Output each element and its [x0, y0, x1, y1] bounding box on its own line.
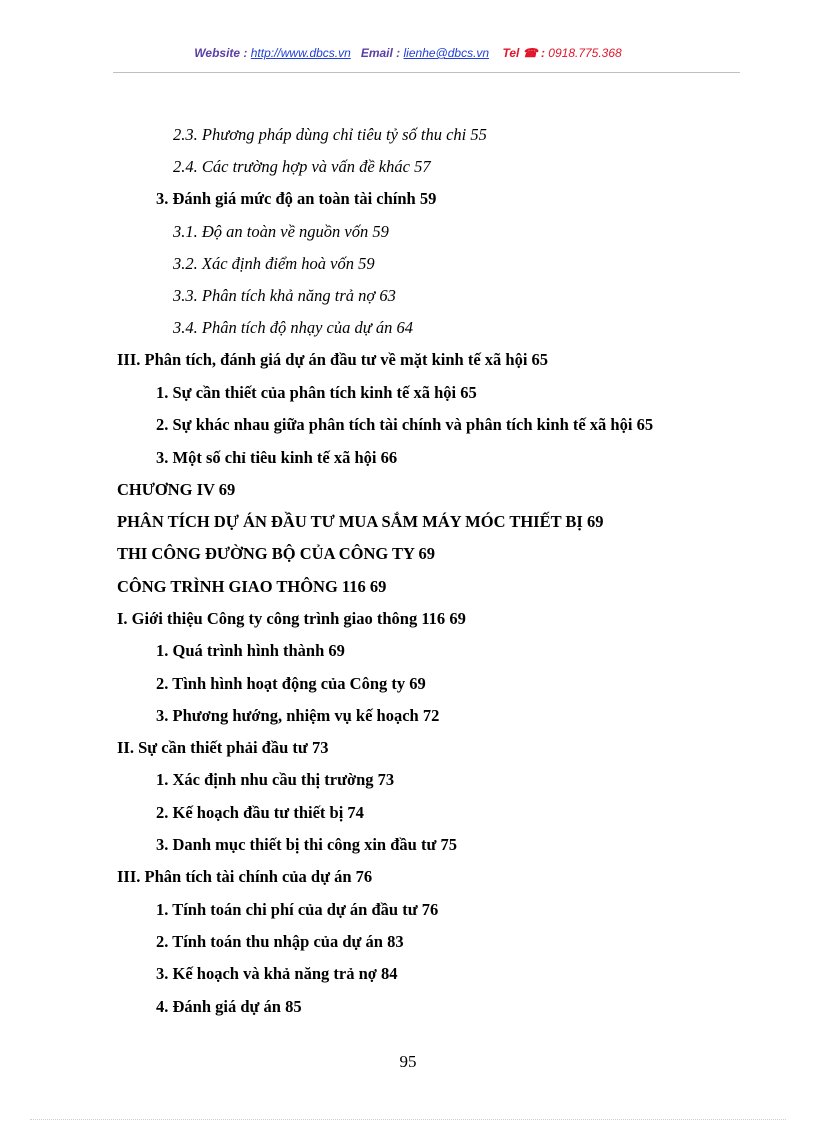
toc-page-number: 69: [218, 480, 236, 499]
toc-entry: 2.4. Các trường hợp và vấn đề khác 57: [173, 157, 431, 176]
toc-page-number: 64: [396, 318, 413, 337]
toc-page-number: 75: [440, 835, 457, 854]
toc-page-number: 59: [358, 254, 375, 273]
toc-page-number: 83: [387, 932, 404, 951]
toc-entry: 3.4. Phân tích độ nhạy của dự án 64: [173, 318, 413, 337]
toc-entry: 3. Danh mục thiết bị thi công xin đầu tư 75: [156, 835, 457, 854]
toc-entry: 2.3. Phương pháp dùng chỉ tiêu tỷ số thu chi 55: [173, 125, 487, 144]
tel-number: 0918.775.368: [548, 46, 622, 60]
toc-page-number: 73: [377, 770, 395, 789]
toc-page-number: 65: [531, 350, 549, 369]
toc-page-number: 69: [586, 512, 604, 531]
page-header: [0, 46, 816, 60]
toc-entry: THI CÔNG ĐƯỜNG BỘ CỦA CÔNG TY 69: [117, 544, 435, 563]
toc-page-number: 73: [311, 738, 329, 757]
website-label: Website :: [194, 46, 248, 60]
toc-page-number: 69: [449, 609, 466, 628]
toc-entry: 2. Sự khác nhau giữa phân tích tài chính và phân tích kinh tế xã hội 65: [156, 415, 654, 434]
toc-entry: III. Phân tích tài chính của dự án 76: [117, 867, 373, 886]
toc-page-number: 72: [422, 706, 440, 725]
toc-page-number: 69: [409, 674, 426, 693]
toc-entry: II. Sự cần thiết phải đầu tư 73: [117, 738, 329, 757]
toc-entry: III. Phân tích, đánh giá dự án đầu tư về mặt kinh tế xã hội 65: [117, 350, 549, 369]
toc-page-number: 74: [347, 803, 364, 822]
toc-page-number: 69: [418, 544, 435, 563]
toc-entry: 3. Đánh giá mức độ an toàn tài chính 59: [156, 189, 437, 208]
toc-entry: 2. Tình hình hoạt động của Công ty 69: [156, 674, 426, 693]
header-divider: [113, 72, 740, 73]
toc-page-number: 66: [380, 448, 398, 467]
toc-page-number: 59: [419, 189, 437, 208]
toc-page-number: 55: [470, 125, 487, 144]
toc-entry: 3.1. Độ an toàn về nguồn vốn 59: [173, 222, 389, 241]
toc-entry: 1. Quá trình hình thành 69: [156, 641, 345, 660]
toc-entry: I. Giới thiệu Công ty công trình giao thông 116 69: [117, 609, 466, 628]
website-link[interactable]: http://www.dbcs.vn: [250, 46, 351, 60]
footer-divider: [30, 1119, 786, 1120]
toc-entry: 3. Kế hoạch và khả năng trả nợ 84: [156, 964, 398, 983]
toc-entry: 3. Một số chỉ tiêu kinh tế xã hội 66: [156, 448, 398, 467]
toc-entry: 3. Phương hướng, nhiệm vụ kế hoạch 72: [156, 706, 440, 725]
toc-page-number: 65: [460, 383, 477, 402]
toc-page-number: 65: [636, 415, 654, 434]
toc-page-number: 59: [372, 222, 389, 241]
toc-page-number: 63: [379, 286, 396, 305]
toc-entry: 3.2. Xác định điểm hoà vốn 59: [173, 254, 375, 273]
toc-entry: 1. Xác định nhu cầu thị trường 73: [156, 770, 395, 789]
toc-page-number: 85: [285, 997, 302, 1016]
email-label: Email :: [360, 46, 401, 60]
toc-entry: 1. Sự cần thiết của phân tích kinh tế xã hội 65: [156, 383, 477, 402]
email-link[interactable]: lienhe@dbcs.vn: [403, 46, 490, 60]
toc-entry: 4. Đánh giá dự án 85: [156, 997, 302, 1016]
toc-entry: 2. Tính toán thu nhập của dự án 83: [156, 932, 404, 951]
toc-entry: CHƯƠNG IV 69: [117, 480, 236, 499]
toc-entry: CÔNG TRÌNH GIAO THÔNG 116 69: [117, 577, 387, 596]
page-number: 95: [399, 1052, 417, 1071]
toc-page-number: 84: [381, 964, 398, 983]
toc-entry: 1. Tính toán chi phí của dự án đầu tư 76: [156, 900, 439, 919]
toc-page-number: 69: [328, 641, 345, 660]
toc-entry: PHÂN TÍCH DỰ ÁN ĐẦU TƯ MUA SẮM MÁY MÓC THIẾT BỊ 69: [117, 512, 604, 531]
tel-label: Tel ☎ :: [502, 46, 545, 60]
toc-page-number: 57: [414, 157, 431, 176]
toc-entry: 2. Kế hoạch đầu tư thiết bị 74: [156, 803, 364, 822]
toc-page-number: 69: [369, 577, 387, 596]
toc-page-number: 76: [421, 900, 439, 919]
toc-page-number: 76: [355, 867, 373, 886]
toc-entry: 3.3. Phân tích khả năng trả nợ 63: [173, 286, 396, 305]
